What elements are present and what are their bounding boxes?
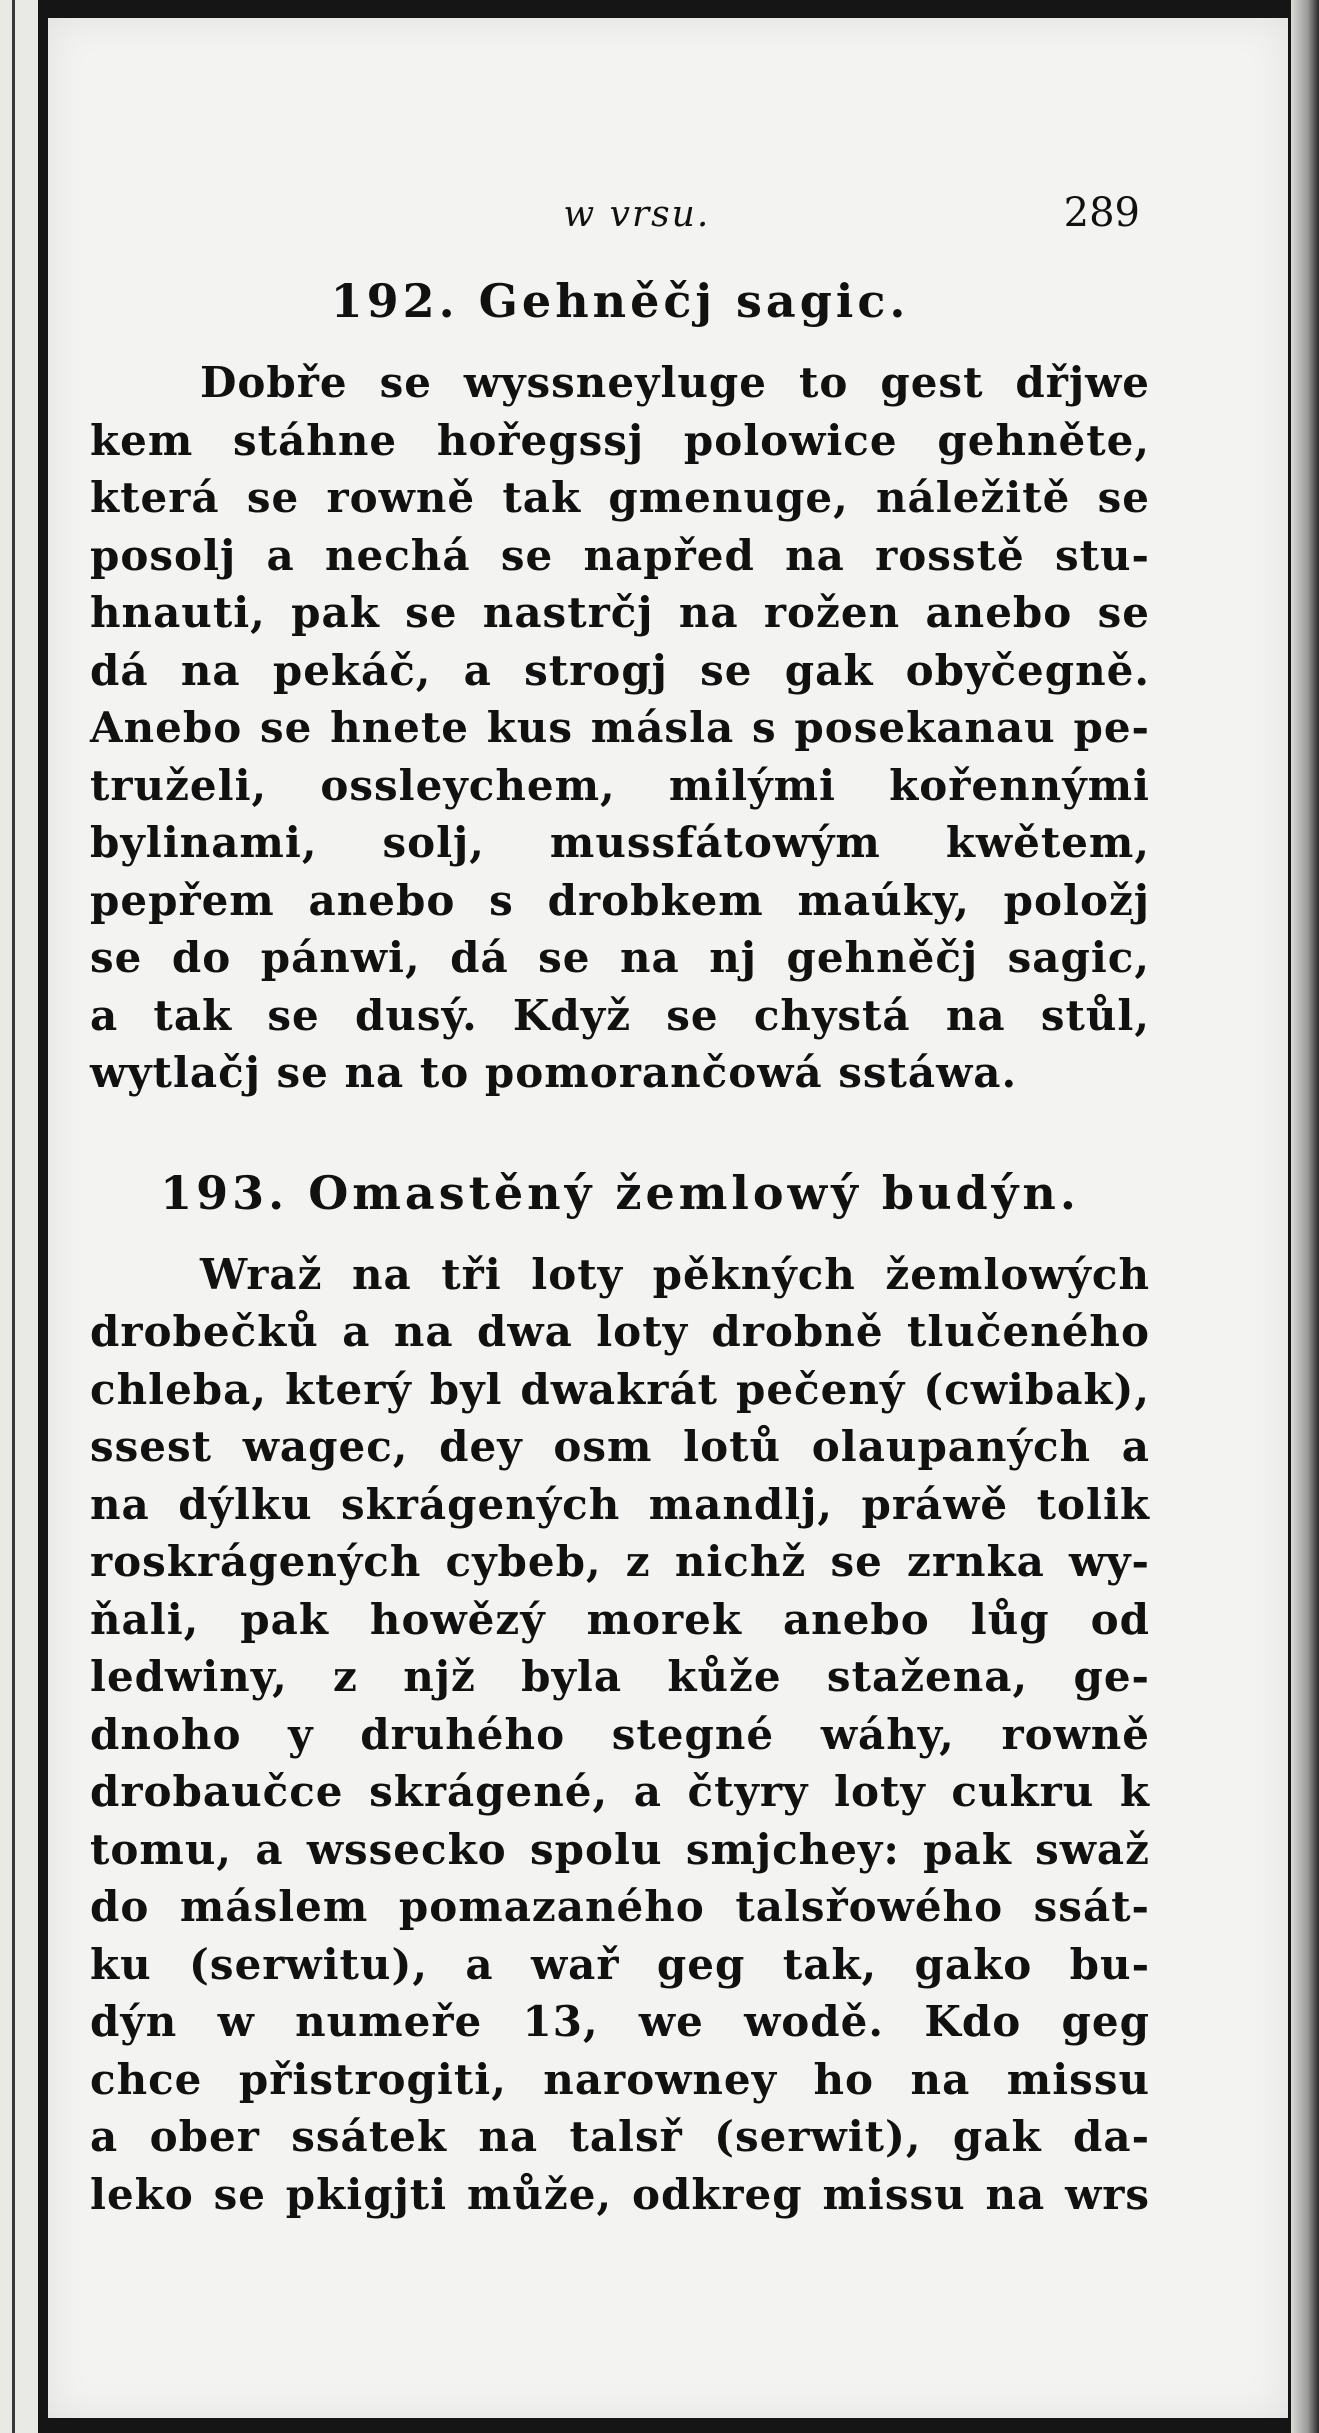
text-line: ssest wagec, dey osm lotů olaupaných a <box>90 1422 1150 1471</box>
text-line: roskrágených cybeb, z nichž se zrnka wy- <box>90 1537 1150 1586</box>
text-line: se do pánwi, dá se na nj gehněčj sagic, <box>90 933 1150 982</box>
text-line: pepřem anebo s drobkem maúky, položj <box>90 875 1150 925</box>
text-line: ňali, pak howězý morek anebo lůg od <box>90 1594 1150 1644</box>
text-line: která se rowně tak gmenuge, náležitě se <box>90 473 1150 522</box>
text-line: chce přistrogiti, narowney ho na missu <box>90 2054 1150 2104</box>
text-line: dnoho y druhého stegné wáhy, rowně <box>90 1709 1150 1759</box>
text-line: do máslem pomazaného talsřowého ssát- <box>90 1882 1150 1931</box>
text-line: Wraž na tři loty pěkných žemlowých <box>200 1249 1150 1299</box>
text-line: na dýlku skrágených mandlj, práwě tolik <box>90 1479 1150 1529</box>
text-line: tomu, a wssecko spolu smjchey: pak swaž <box>90 1824 1150 1874</box>
text-line: a ober ssátek na talsř (serwit), gak da- <box>90 2112 1150 2161</box>
text-line: ku (serwitu), a wař geg tak, gako bu- <box>90 1939 1150 1989</box>
text-line: Dobře se wyssneyluge to gest dřjwe <box>200 358 1150 407</box>
right-page-edge <box>1291 0 1319 2433</box>
text-line: ledwiny, z njž byla kůže stažena, ge- <box>90 1652 1150 1701</box>
recipe-heading-193: 193. Omastěný žemlowý budýn. <box>160 1165 1080 1220</box>
text-line: Anebo se hnete kus másla s posekanau pe- <box>90 703 1150 752</box>
text-line: chleba, který byl dwakrát pečený (cwibak), <box>90 1364 1150 1414</box>
running-head-title: w vrsu. <box>563 194 711 235</box>
text-line: a tak se dusý. Když se chystá na stůl, <box>90 990 1150 1040</box>
binding-shadow <box>12 0 15 2433</box>
recipe-text-192 <box>90 354 1150 1102</box>
left-page-edge <box>0 0 38 2433</box>
running-head <box>90 190 1150 260</box>
text-line: kem stáhne hořegssj polowice gehněte, <box>90 415 1150 465</box>
text-line: truželi, ossleychem, milými kořennými <box>90 760 1150 810</box>
page-text <box>90 190 1150 2223</box>
text-line: dýn w numeře 13, we wodě. Kdo geg <box>90 1997 1150 2046</box>
text-line: posolj a nechá se napřed na rosstě stu- <box>90 530 1150 580</box>
text-line: drobaučce skrágené, a čtyry loty cukru k <box>90 1767 1150 1816</box>
text-line: bylinami, solj, mussfátowým kwětem, <box>90 818 1150 867</box>
recipe-text-193 <box>90 1246 1150 2224</box>
text-line: wytlačj se na to pomorančowá sstáwa. <box>90 1048 1018 1097</box>
text-line: dá na pekáč, a strogj se gak obyčegně. <box>90 645 1150 695</box>
text-line: leko se pkigjti může, odkreg missu na wrs <box>90 2169 1150 2219</box>
text-line: drobečků a na dwa loty drobně tlučeného <box>90 1307 1150 1356</box>
recipe-heading-192: 192. Gehněčj sagic. <box>330 274 910 328</box>
text-line: hnauti, pak se nastrčj na rožen anebo se <box>90 588 1150 637</box>
page-number: 289 <box>1063 190 1140 236</box>
